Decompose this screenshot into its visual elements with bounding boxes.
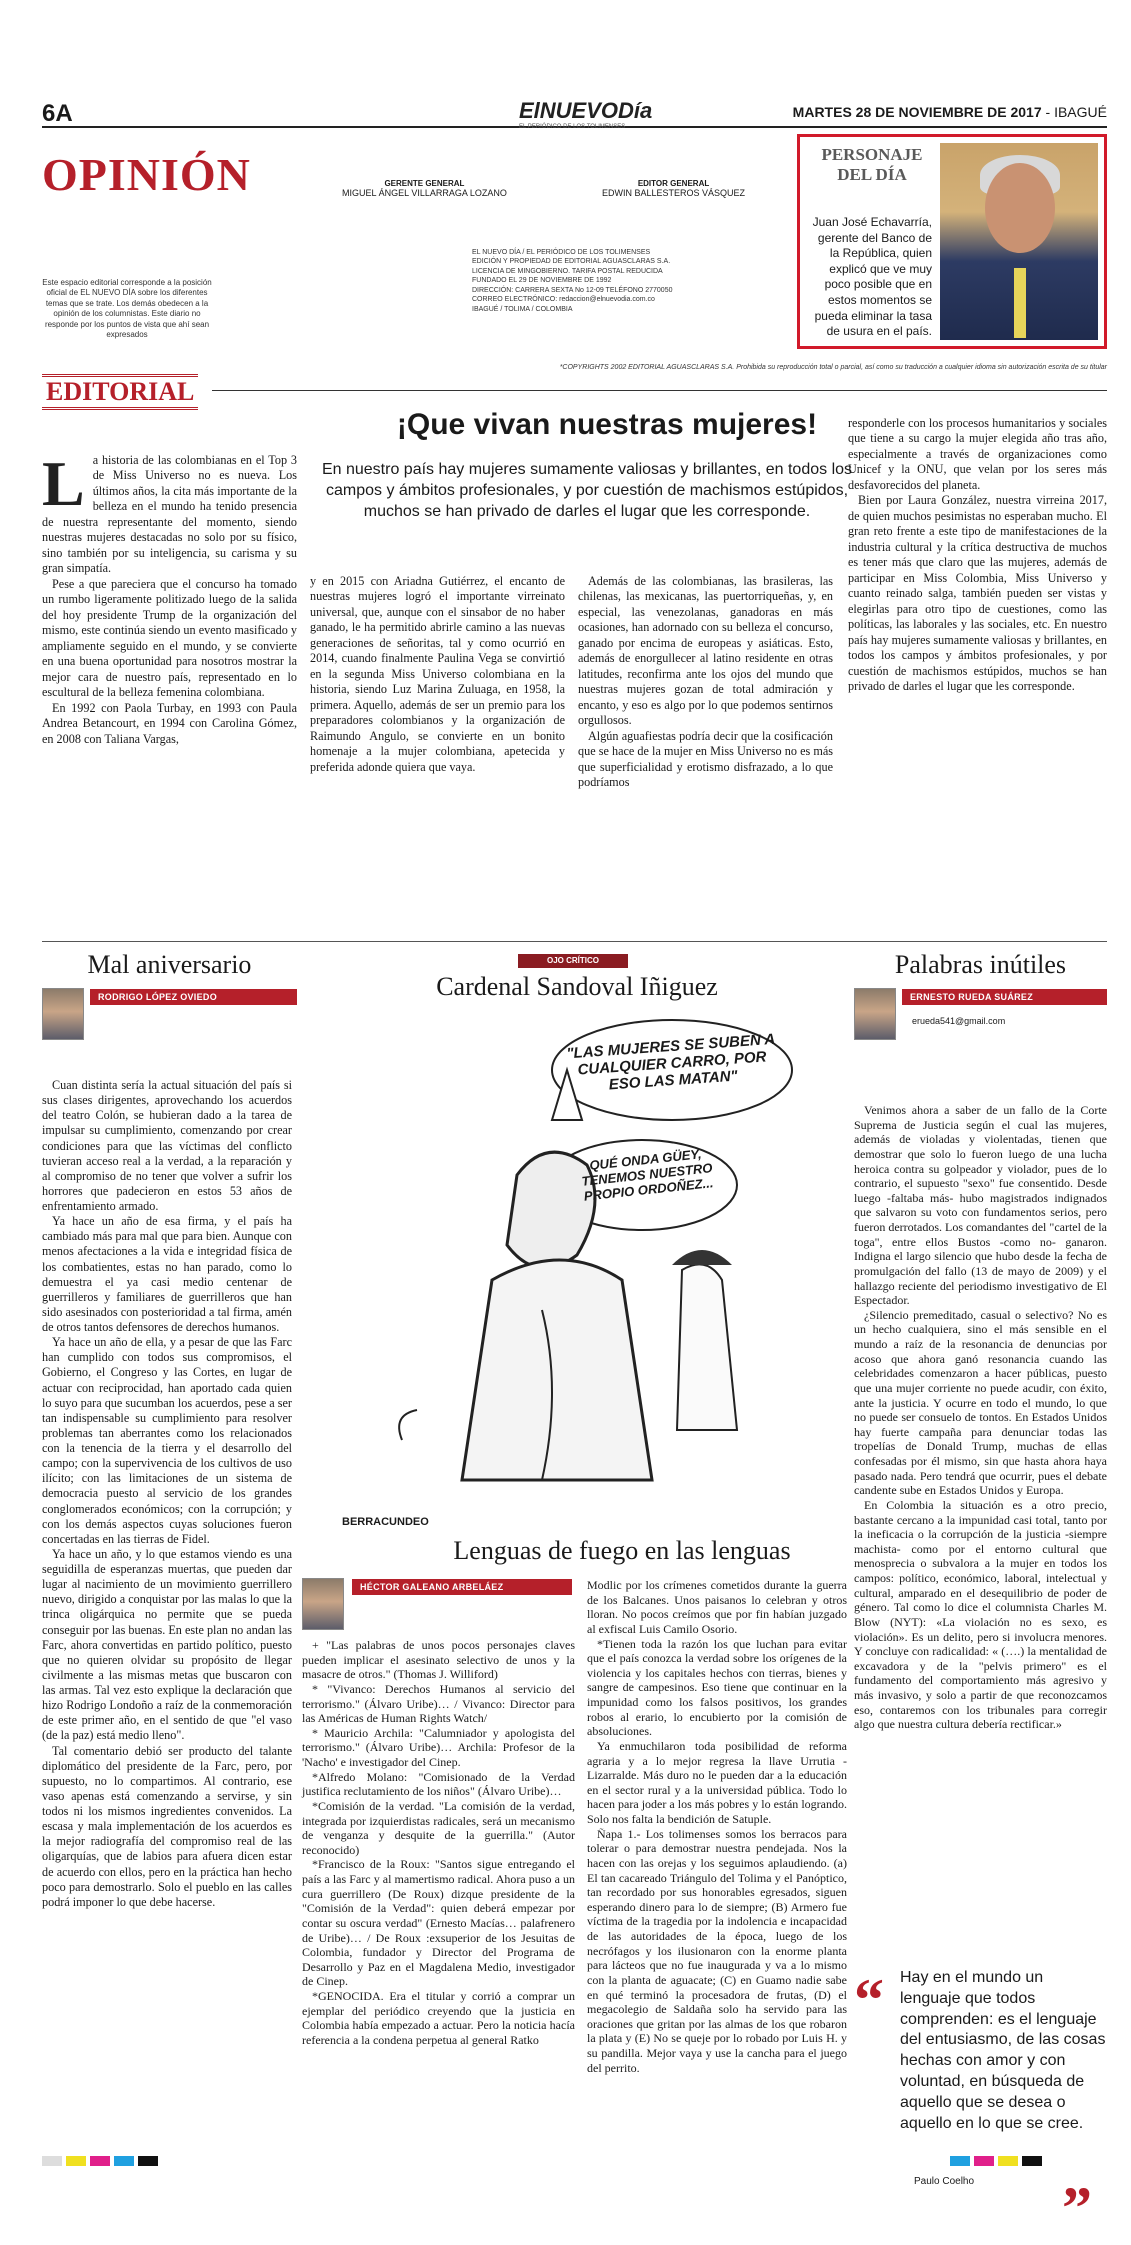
paragraph: *Tienen toda la razón los que luchan para evitar que el país conozca la verdad sobre los orígenes de la violencia y los capitales hechos con tierras, bienes y sangre de campesinos. Eso tiene que continuar en la impunidad como los falsos positivos, los grandes robos al erario, lo encubierto por la comisión de absoluciones. (587, 1636, 847, 1739)
author-byline: HÉCTOR GALEANO ARBELÁEZ (352, 1579, 572, 1595)
lenguas-column-2 (587, 1578, 847, 2075)
paragraph: Ñapa 1.- Los tolimenses somos los berracos para tolerar o para demostrar nuestra pendejada. Nos la hacen con las orejas y los seguimos aplaudiendo. (a) El tan cacareado Triángulo del Tolima y el Panóptico, tan recordado por sus honorables egresados, siguen esperando dinero para lo de siempre; (B) Armero fue víctima de la tragedia por la indolencia e incapacidad de las autoridades de la época, luego de los necrófagos y los ilusionaron con la enorme planta para lácteos que no fue inaugurada y va a lo mismo con la planta de aguacate; (C) en Guamo nadie sabe en qué terminó la procesadora de frutas, (D) el megacolegio de Saldaña solo ha servido para las oraciones que gritan por las almas de los que robaron la plata y (E) No se queje por lo robado por Luis H. y su pandilla. Mejor vaya y use la cancha para el juego del perrito. (587, 1826, 847, 2075)
manager-role: GERENTE GENERAL (384, 179, 465, 188)
page-header (42, 98, 1107, 128)
paragraph: *Comisión de la verdad. "La comisión de la verdad, integrada por izquierdistas radicales, será un mecanismo de venganza y desquite de la guerrilla." (Autor reconocido) (302, 1798, 575, 1857)
personaje-photo (940, 143, 1098, 340)
paragraph: Tal comentario debió ser producto del talante diplomático del presidente de la Farc, pero, por supuesto, no lo compartimos. Al contrario, ese vaso apenas está comenzando a servirse, y sin todos ni los mismos ingredientes convenidos. La escasa y mala implementación de los acuerdos es la mejor radiografía del compromiso real de las oligarquías, que de labios para afuera dicen estar de acuerdo con ellos, pero en la práctica han hecho poco para demostrarlo. Solo el pueblo en las calles podrá imponer lo que debe hacerse. (42, 1743, 292, 1909)
logo-text: ElNUEVODía (519, 98, 653, 123)
registration-bar (66, 2156, 86, 2166)
paragraph: Ya hace un año de ella, y a pesar de que las Farc han cumplido con todos sus compromisos, el Gobierno, el Congreso y las Cortes, en lugar de actuar con reciprocidad, han aportado cada quien lo suyo para que sucumban los acuerdos, pese a ser tan indispensable su cumplimiento para resolver problemas tan aberrantes como los relacionados con la tenencia de la tierra y el desarrollo del campo; con la supervivencia de los cultivos de uso ilícito; con las limitaciones de un sistema de democracia puesto al servicio de los grandes conglomerados económicos; con la corrupción; y con los demás aspectos cuyas soluciones fueron concertadas en las tierras de Fidel. (42, 1335, 292, 1546)
issue-date (793, 104, 1107, 120)
column-title-palabras-inutiles: Palabras inútiles (894, 950, 1067, 979)
registration-bar (1022, 2156, 1042, 2166)
paragraph: Venimos ahora a saber de un fallo de la Corte Suprema de Justicia según el cual las mujeres, además de violadas y violentadas, tienen que demostrar que solo lo fueron luego de una lucha heroica contra su golpeador y violador, pues de lo contrario, el supuesto "sexo" fue consentido. Desde luego -faltaba más- hubo magistrados indignados que salvaron su voto con fundamentos serios, pero fueron derrotados. Los comandantes del "cartel de la toga", entre ellos Bustos -como no- ganaron. Indigna el largo silencio que hubo desde la fecha de promulgación del fallo (13 de mayo de 2009) y el hallazgo reciente del periodismo investigativo de El Espectador. (854, 1103, 1107, 1308)
berracundeo-tag: BERRACUNDEO (342, 1516, 429, 1528)
paragraph: *GENOCIDA. Era el titular y corrió a comprar un ejemplar del periódico creyendo que la justicia en Colombia había empezado a actuar. Pero la noticia hacía referencia a la condena perpetua al general Ratko (302, 1989, 575, 2047)
column-title-mal-aniversario: Mal aniversario (87, 950, 252, 979)
paragraph: y en 2015 con Ariadna Gutiérrez, el encanto de nuestras mujeres logró el importante virreinato universal, que, aunque con el sinsabor de no haber ganado, le ha permitido abrirle camino a las nuevas generaciones de señoritas, tal y como ocurrió en 2014, cuando finalmente Paulina Vega se convirtió en la segunda Miss Universo colombiana en la historia, siendo Luz Marina Zuluaga, en 1958, la primera. Aquello, además de ser un premio para los preparadores colombianos y la organización de Raimundo Angulo, se convierte en un bonito homenaje a la mujer colombiana, apetecida y preferida adonde quiera que vaya. (310, 574, 565, 774)
paragraph: Pese a que pareciera que el concurso ha tomado un rumbo ligeramente politizado luego de la salida del hoy presidente Trump de la organización del mismo, este continúa siendo un evento masificado y ampliamente seguido en el mundo, y se convierte en una buena oportunidad para nosotros mostrar la mejor cara de nuestro país, representado en lo escultural de la belleza femenina colombiana. (42, 576, 297, 700)
paragraph: Ya hace un año, y lo que estamos viendo es una seguidilla de esperanzas muertas, que pueden dar lugar al nacimiento de un movimiento guerrillero nuevo, dirigido a conquistar por las malas lo que la trinca oligárquica no permite que se pueda conseguir por las buenas. En este plan no andan las Farc, ahora convertidas en partido político, puesto que no quieren olvidar su propósito de llegar civilmente a las mismas metas que buscaron con las armas. Tal vez esto explique la declaración que hizo Rodrigo Londoño a raíz de la conmemoración de este primer año, en el sentido de que "el vaso (de la paz) está medio lleno". (42, 1546, 292, 1743)
editorial-column-3 (578, 574, 833, 791)
manager-name: MIGUEL ÁNGEL VILLARRAGA LOZANO (342, 188, 507, 198)
editorial-tag: EDITORIAL (42, 374, 198, 410)
paragraph: *Francisco de la Roux: "Santos sigue entregando el país a las Farc y al mamertismo radical. Ahora puso a un cura guerrillero (De Roux) dizque presidente de la "Comisión de la Verdad": quien deberá empezar por contar su oscura verdad" (Ernesto Macías… palafrenero de Uribe)… / De Roux :exsuperior de los Jesuitas de Colombia, fundador y Director del Programa de Desarrollo y Paz en el Magdalena Medio, investigador de Cinep. (302, 1857, 575, 1989)
city-text: - IBAGUÉ (1041, 104, 1107, 120)
author-byline: ERNESTO RUEDA SUÁREZ (902, 989, 1107, 1005)
palabras-text (854, 1103, 1107, 1732)
registration-bar (974, 2156, 994, 2166)
paragraph: * Mauricio Archila: "Calumniador y apologista del terrorismo." (Álvaro Uribe)… Archila: Profesor de la 'Nacho' e investigador del Cinep. (302, 1725, 575, 1769)
registration-bar (90, 2156, 110, 2166)
paragraph: + "Las palabras de unos pocos personajes claves pueden implicar el asesinato selectivo de unos y la masacre de otros." (Thomas J. Williford) (302, 1638, 575, 1682)
author-photo (854, 988, 896, 1040)
lenguas-title: Lenguas de fuego en las lenguas (453, 1536, 791, 1565)
cartoon-title: Cardenal Sandoval Iñiguez (436, 972, 718, 1001)
editor-credit (602, 179, 745, 198)
registration-bar (998, 2156, 1018, 2166)
editor-role: EDITOR GENERAL (637, 179, 710, 188)
editorial-disclaimer: Este espacio editorial corresponde a la posición oficial de EL NUEVO DÍA sobre los diferentes temas que se trate. Los demás obedecen a la opinión de los columnistas. Este diario no responde por los puntos de vista que ahí sean expresados (42, 278, 212, 339)
paragraph: a historia de las colombianas en el Top 3 de Miss Universo no es nueva. Los últimos años, la cita más importante de la belleza en el mundo ha tenido presencia de nuestra representante del momento, siendo nuestras mujeres destacadas no solo por su físico, sino también por su inteligencia, su carisma y su gran simpatía. (42, 453, 297, 576)
paragraph: En Colombia la situación es a otro precio, bastante cercano a la impunidad casi total, tanto por la ineficacia o la corrupción de la justicia -siempre machista- como por el entorno cultural que menosprecia o subvalora a la mujer en todos los campos: político, económico, laboral, intelectual y cultural, amparado en el desequilibrio de poder de género. Tal como lo dice el columnista Charles M. Blow (NYT): «La violación no es sexo, es violación». Es un delito, pero si involucra menores. Y concluye con radicalidad: « (….) la mentalidad de excavadora y de la "pelvis primero" es el fundamento del comportamiento más agresivo y más invasivo, y solo a partir de que reconozcamos eso, contaremos con los tribunales para corregir algo que nuestra cultura debería rectificar.» (854, 1497, 1107, 1732)
editor-name: EDWIN BALLESTEROS VÁSQUEZ (602, 188, 746, 198)
speech-bubble-2: QUÉ ONDA GÜEY, TENEMOS NUESTRO PROPIO ORDOÑEZ... (580, 1146, 714, 1204)
paragraph: * "Vivanco: Derechos Humanos al servicio del terrorismo." (Álvaro Uribe)… / Vivanco: Director para las Américas de Human Rights Watch/ (302, 1681, 575, 1726)
imprint-line: DIRECCIÓN: CARRERA SEXTA No 12-09 TELÉFONO 2770050 (472, 286, 673, 294)
paragraph: Algún aguafiestas podría decir que la cosificación que se hace de la mujer en Miss Universo no es más que superficialidad y erotismo disfrazado, a lo que podríamos (578, 728, 833, 790)
paragraph: ¿Silencio premeditado, casual o selectivo? No es un hecho cualquiera, sino el más sensible en el mundo a raíz de la resonancia de denuncias por acoso que ahora ganó resonancia cuando las celebridades comenzaron a hacer públicas, puesto que una mujer corriente no puede acudir, con éxito, ante la justicia. Y ocurre en todo el mundo, lo que no puede ser consuelo de tontos. En Estados Unidos hay fuerte campaña para denunciar todas las tropelías de Donald Trump, muchas de ellas confesadas por él mismo, sin que hasta ahora haya pasado nada. Pero tendrá que ocurrir, pues el debate candente sube en Estados Unidos y Europa. (854, 1307, 1107, 1498)
personaje-del-dia-box (797, 134, 1107, 349)
imprint (472, 248, 702, 314)
paragraph: *Alfredo Molano: "Comisionado de la Verdad justifica reclutamiento de los niños" (Álvaro Uribe)… (302, 1769, 575, 1799)
pull-quote: Hay en el mundo un lenguaje que todos comprenden: es el lenguaje del entusiasmo, de las cosas hechas con amor y con voluntad, en búsqueda de aquello que se desea o aquello en lo que se cree. (900, 1969, 1106, 2132)
quote-author: Paulo Coelho (914, 2176, 975, 2187)
imprint-line: IBAGUÉ / TOLIMA / COLOMBIA (472, 305, 573, 313)
photo-face (985, 163, 1055, 253)
paragraph: Modlic por los crímenes cometidos durante la guerra de los Balcanes. Unos paisanos lo celebran y otros lloran. No pocos creímos que por fin habían juzgado al exfiscal Luis Camilo Osorio. (587, 1578, 847, 1636)
logo-tagline: EL PERIÓDICO DE LOS TOLIMENSES (519, 124, 626, 130)
section-title: OPINIÓN (42, 149, 251, 200)
paragraph: Cuan distinta sería la actual situación del país si sus clases dirigentes, aprovechando los acuerdos del teatro Colón, se hubieran dado a la tarea de impulsar su cumplimiento, comenzando por crear condiciones para que las víctimas del conflicto tuvieran acceso real a la verdad, a la reparación y al compromiso de no tener que volver a sufrir los horrores que padecieron en estos 53 años de enfrentamiento armado. (42, 1078, 292, 1213)
imprint-line: CORREO ELECTRÓNICO: redaccion@elnuevodia.com.co (472, 296, 655, 304)
author-email[interactable]: erueda541@gmail.com (912, 1016, 1006, 1026)
registration-bar (950, 2156, 970, 2166)
editorial-cartoon (342, 1010, 812, 1510)
imprint-line: EDICIÓN Y PROPIEDAD DE EDITORIAL AGUASCLARAS S.A. (472, 258, 671, 266)
copyright-notice: *COPYRIGHTS 2002 EDITORIAL AGUASCLARAS S.A. Prohibida su reproducción total o parcial, así como su traducción a cualquier idioma sin autorización escrita de su titular (559, 364, 1107, 371)
editorial-column-2 (310, 574, 565, 775)
divider (212, 390, 1107, 391)
paragraph: Además de las colombianas, las brasileras, las chilenas, las mexicanas, las puertorriqueñas, y, en especial, las venezolanas, ganadoras en más ocasiones, han adornado con su belleza el concurso, ganado por encima de europeas y asiáticas. Esto, además de enorgullecer al latino residente en otras latitudes, reconfirma ante los ojos del mundo que nuestras mujeres gozan de total admiración y encanto, y eso es algo por lo que podemos sentirnos orgullosos. (578, 574, 833, 728)
paragraph: responderle con los procesos humanitarios y sociales que tiene a su cargo la mujer elegida año tras año, especialmente a través de organizaciones como Unicef y la ONU, que velan por los seres más desfavorecidos del planeta. (848, 416, 1107, 492)
manager-credit (342, 179, 507, 198)
lenguas-column-1 (302, 1638, 575, 2048)
page-number: 6A (42, 100, 73, 127)
quote-open-icon: “ (854, 1967, 884, 2033)
author-photo (302, 1578, 344, 1630)
mal-aniversario-text (42, 1078, 292, 1910)
registration-bar (138, 2156, 158, 2166)
divider (42, 941, 1107, 942)
editorial-column-4 (848, 416, 1107, 695)
speech-bubble-1: "LAS MUJERES SE SUBEN A CUALQUIER CARRO, POR ESO LAS MATAN" (565, 1030, 776, 1094)
paragraph: Bien por Laura González, nuestra virreina 2017, de quien muchos pesimistas no esperaban mucho. El gran reto frente a este tipo de manifestaciones de la industria cultural y la crítica destructiva de muchos es tener más que claro que las mujeres, además de participar en Miss Colombia, Miss Universo y cuanto reinado salga, también pueden ser vistas y elegirlas para otro tipo de cuestiones, como las políticas, las laborales y las sociales, etc. En nuestro país hay mujeres sumamente valiosas y brillantes, en todos los campos y ámbitos profesionales, y por cuestión de machismos estúpidos, muchos se han privado de darles el lugar que les corresponde. (848, 493, 1107, 694)
registration-bar (114, 2156, 134, 2166)
imprint-line: EL NUEVO DÍA / EL PERIÓDICO DE LOS TOLIMENSES (472, 249, 651, 256)
author-photo (42, 988, 84, 1040)
date-text: MARTES 28 DE NOVIEMBRE DE 2017 (792, 104, 1042, 120)
imprint-line: LICENCIA DE MINGOBIERNO. TARIFA POSTAL REDUCIDA (472, 267, 663, 275)
imprint-line: FUNDADO EL 29 DE NOVIEMBRE DE 1992 (472, 277, 612, 285)
author-byline: RODRIGO LÓPEZ OVIEDO (90, 989, 297, 1005)
ojo-critico-tag: OJO CRÍTICO (518, 954, 628, 968)
editorial-column-1 (42, 448, 297, 747)
newspaper-logo (519, 98, 652, 130)
paragraph: Ya hace un año de esa firma, y el país ha cambiado más para mal que para bien. Aunque con menos afectaciones a la vida e integridad física de los combatientes, estas no han parado, como lo demuestra el ya casi medio centenar de guerrilleros y familiares de guerrilleros que han sido asesinados con posterioridad a tal firma, amén de otros tantos defensores de derechos humanos. (42, 1214, 292, 1334)
photo-tie (1014, 268, 1026, 338)
quote-close-icon: ” (1062, 2175, 1092, 2241)
registration-bar (42, 2156, 62, 2166)
personaje-text: Juan José Echavarría, gerente del Banco de la República, quien explicó que ve muy poco posible que en estos momentos se pueda eliminar la tasa de usura en el país. (812, 215, 932, 339)
drop-cap: L (42, 448, 85, 519)
editorial-headline: ¡Que vivan nuestras mujeres! (396, 408, 818, 441)
editorial-lede: En nuestro país hay mujeres sumamente valiosas y brillantes, en todos los campos y ámbitos profesionales, y por cuestión de machismos estúpidos, muchos se han privado de darles el lugar que les corresponde. (321, 461, 853, 520)
personaje-title: PERSONAJE DEL DÍA (821, 145, 923, 184)
paragraph: Ya enmuchilaron toda posibilidad de reforma agraria y a lo mejor regresa la llave Urrutia - Lizarralde. Más duro no le pueden dar a la educación en el sector rural y a la universidad pública. Todo lo hacen para joder a los más pobres y lo están logrando. Solo nos falta la bendición de Satuple. (587, 1738, 847, 1826)
newspaper-page (42, 98, 1107, 2241)
paragraph: En 1992 con Paola Turbay, en 1993 con Paula Andrea Betancourt, en 1994 con Carolina Gómez, en 2008 con Taliana Vargas, (42, 700, 297, 746)
